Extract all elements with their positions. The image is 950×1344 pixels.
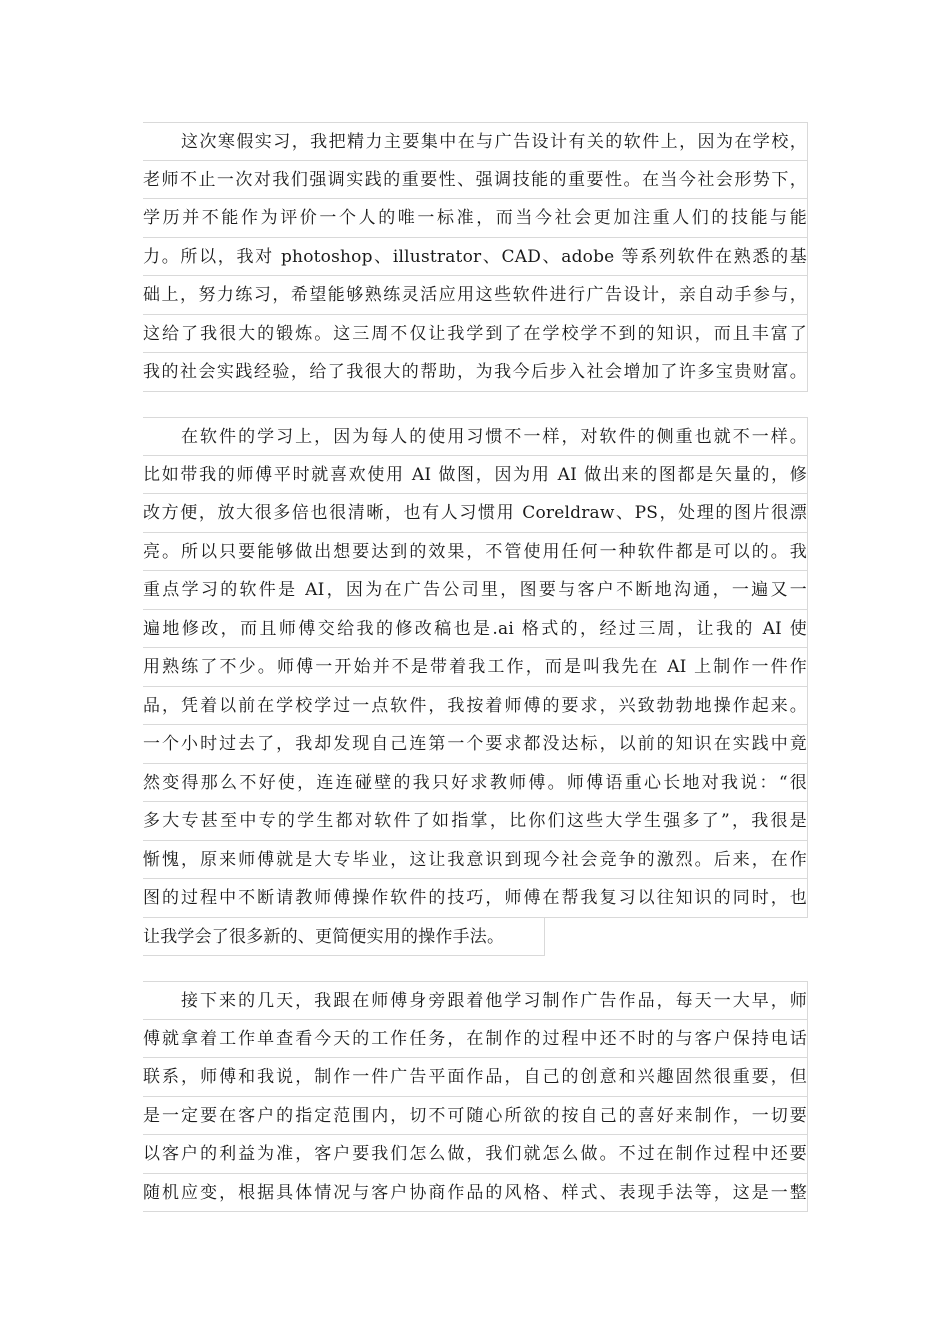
paragraph-3 [143,981,808,1212]
text-line: 在软件的学习上，因为每人的使用习惯不一样，对软件的侧重也就不一样。 [143,417,808,456]
text-line: 联系，师傅和我说，制作一件广告平面作品，自己的创意和兴趣固然很重要，但 [143,1058,808,1097]
text-line: 力。所以，我对 photoshop、illustrator、CAD、adobe 等系列软件在熟悉的基 [143,238,808,277]
text-line: 础上，努力练习，希望能够熟练灵活应用这些软件进行广告设计，亲自动手参与， [143,276,808,315]
text-line: 多大专甚至中专的学生都对软件了如指掌，比你们这些大学生强多了”，我很是 [143,802,808,841]
text-line: 让我学会了很多新的、更简便实用的操作手法。 [143,918,545,957]
text-line: 比如带我的师傅平时就喜欢使用 AI 做图，因为用 AI 做出来的图都是矢量的，修 [143,456,808,495]
text-line: 这给了我很大的锻炼。这三周不仅让我学到了在学校学不到的知识，而且丰富了 [143,315,808,354]
text-line: 改方便，放大很多倍也很清晰，也有人习惯用 Coreldraw、PS，处理的图片很漂 [143,494,808,533]
text-line: 这次寒假实习，我把精力主要集中在与广告设计有关的软件上，因为在学校， [143,122,808,161]
text-line: 惭愧，原来师傅就是大专毕业，这让我意识到现今社会竞争的激烈。后来，在作 [143,841,808,880]
text-line: 以客户的利益为准，客户要我们怎么做，我们就怎么做。不过在制作过程中还要 [143,1135,808,1174]
text-line: 遍地修改，而且师傅交给我的修改稿也是.ai 格式的，经过三周，让我的 AI 使 [143,610,808,649]
text-line: 傅就拿着工作单查看今天的工作任务，在制作的过程中还不时的与客户保持电话 [143,1020,808,1059]
text-line: 学历并不能作为评价一个人的唯一标准，而当今社会更加注重人们的技能与能 [143,199,808,238]
text-line: 品，凭着以前在学校学过一点软件，我按着师傅的要求，兴致勃勃地操作起来。 [143,687,808,726]
text-line: 是一定要在客户的指定范围内，切不可随心所欲的按自己的喜好来制作，一切要 [143,1097,808,1136]
text-line: 用熟练了不少。师傅一开始并不是带着我工作，而是叫我先在 AI 上制作一件作 [143,648,808,687]
text-line: 图的过程中不断请教师傅操作软件的技巧，师傅在帮我复习以往知识的同时，也 [143,879,808,918]
paragraph-2 [143,417,808,956]
text-line: 重点学习的软件是 AI，因为在广告公司里，图要与客户不断地沟通，一遍又一 [143,571,808,610]
text-line: 亮。所以只要能够做出想要达到的效果，不管使用任何一种软件都是可以的。我 [143,533,808,572]
text-line: 然变得那么不好使，连连碰壁的我只好求教师傅。师傅语重心长地对我说：“很 [143,764,808,803]
text-line: 接下来的几天，我跟在师傅身旁跟着他学习制作广告作品，每天一大早，师 [143,981,808,1020]
text-line: 老师不止一次对我们强调实践的重要性、强调技能的重要性。在当今社会形势下， [143,161,808,200]
text-line: 一个小时过去了，我却发现自己连第一个要求都没达标，以前的知识在实践中竟 [143,725,808,764]
text-line: 随机应变，根据具体情况与客户协商作品的风格、样式、表现手法等，这是一整 [143,1174,808,1213]
paragraph-1 [143,122,808,392]
text-line: 我的社会实践经验，给了我很大的帮助，为我今后步入社会增加了许多宝贵财富。 [143,353,808,392]
